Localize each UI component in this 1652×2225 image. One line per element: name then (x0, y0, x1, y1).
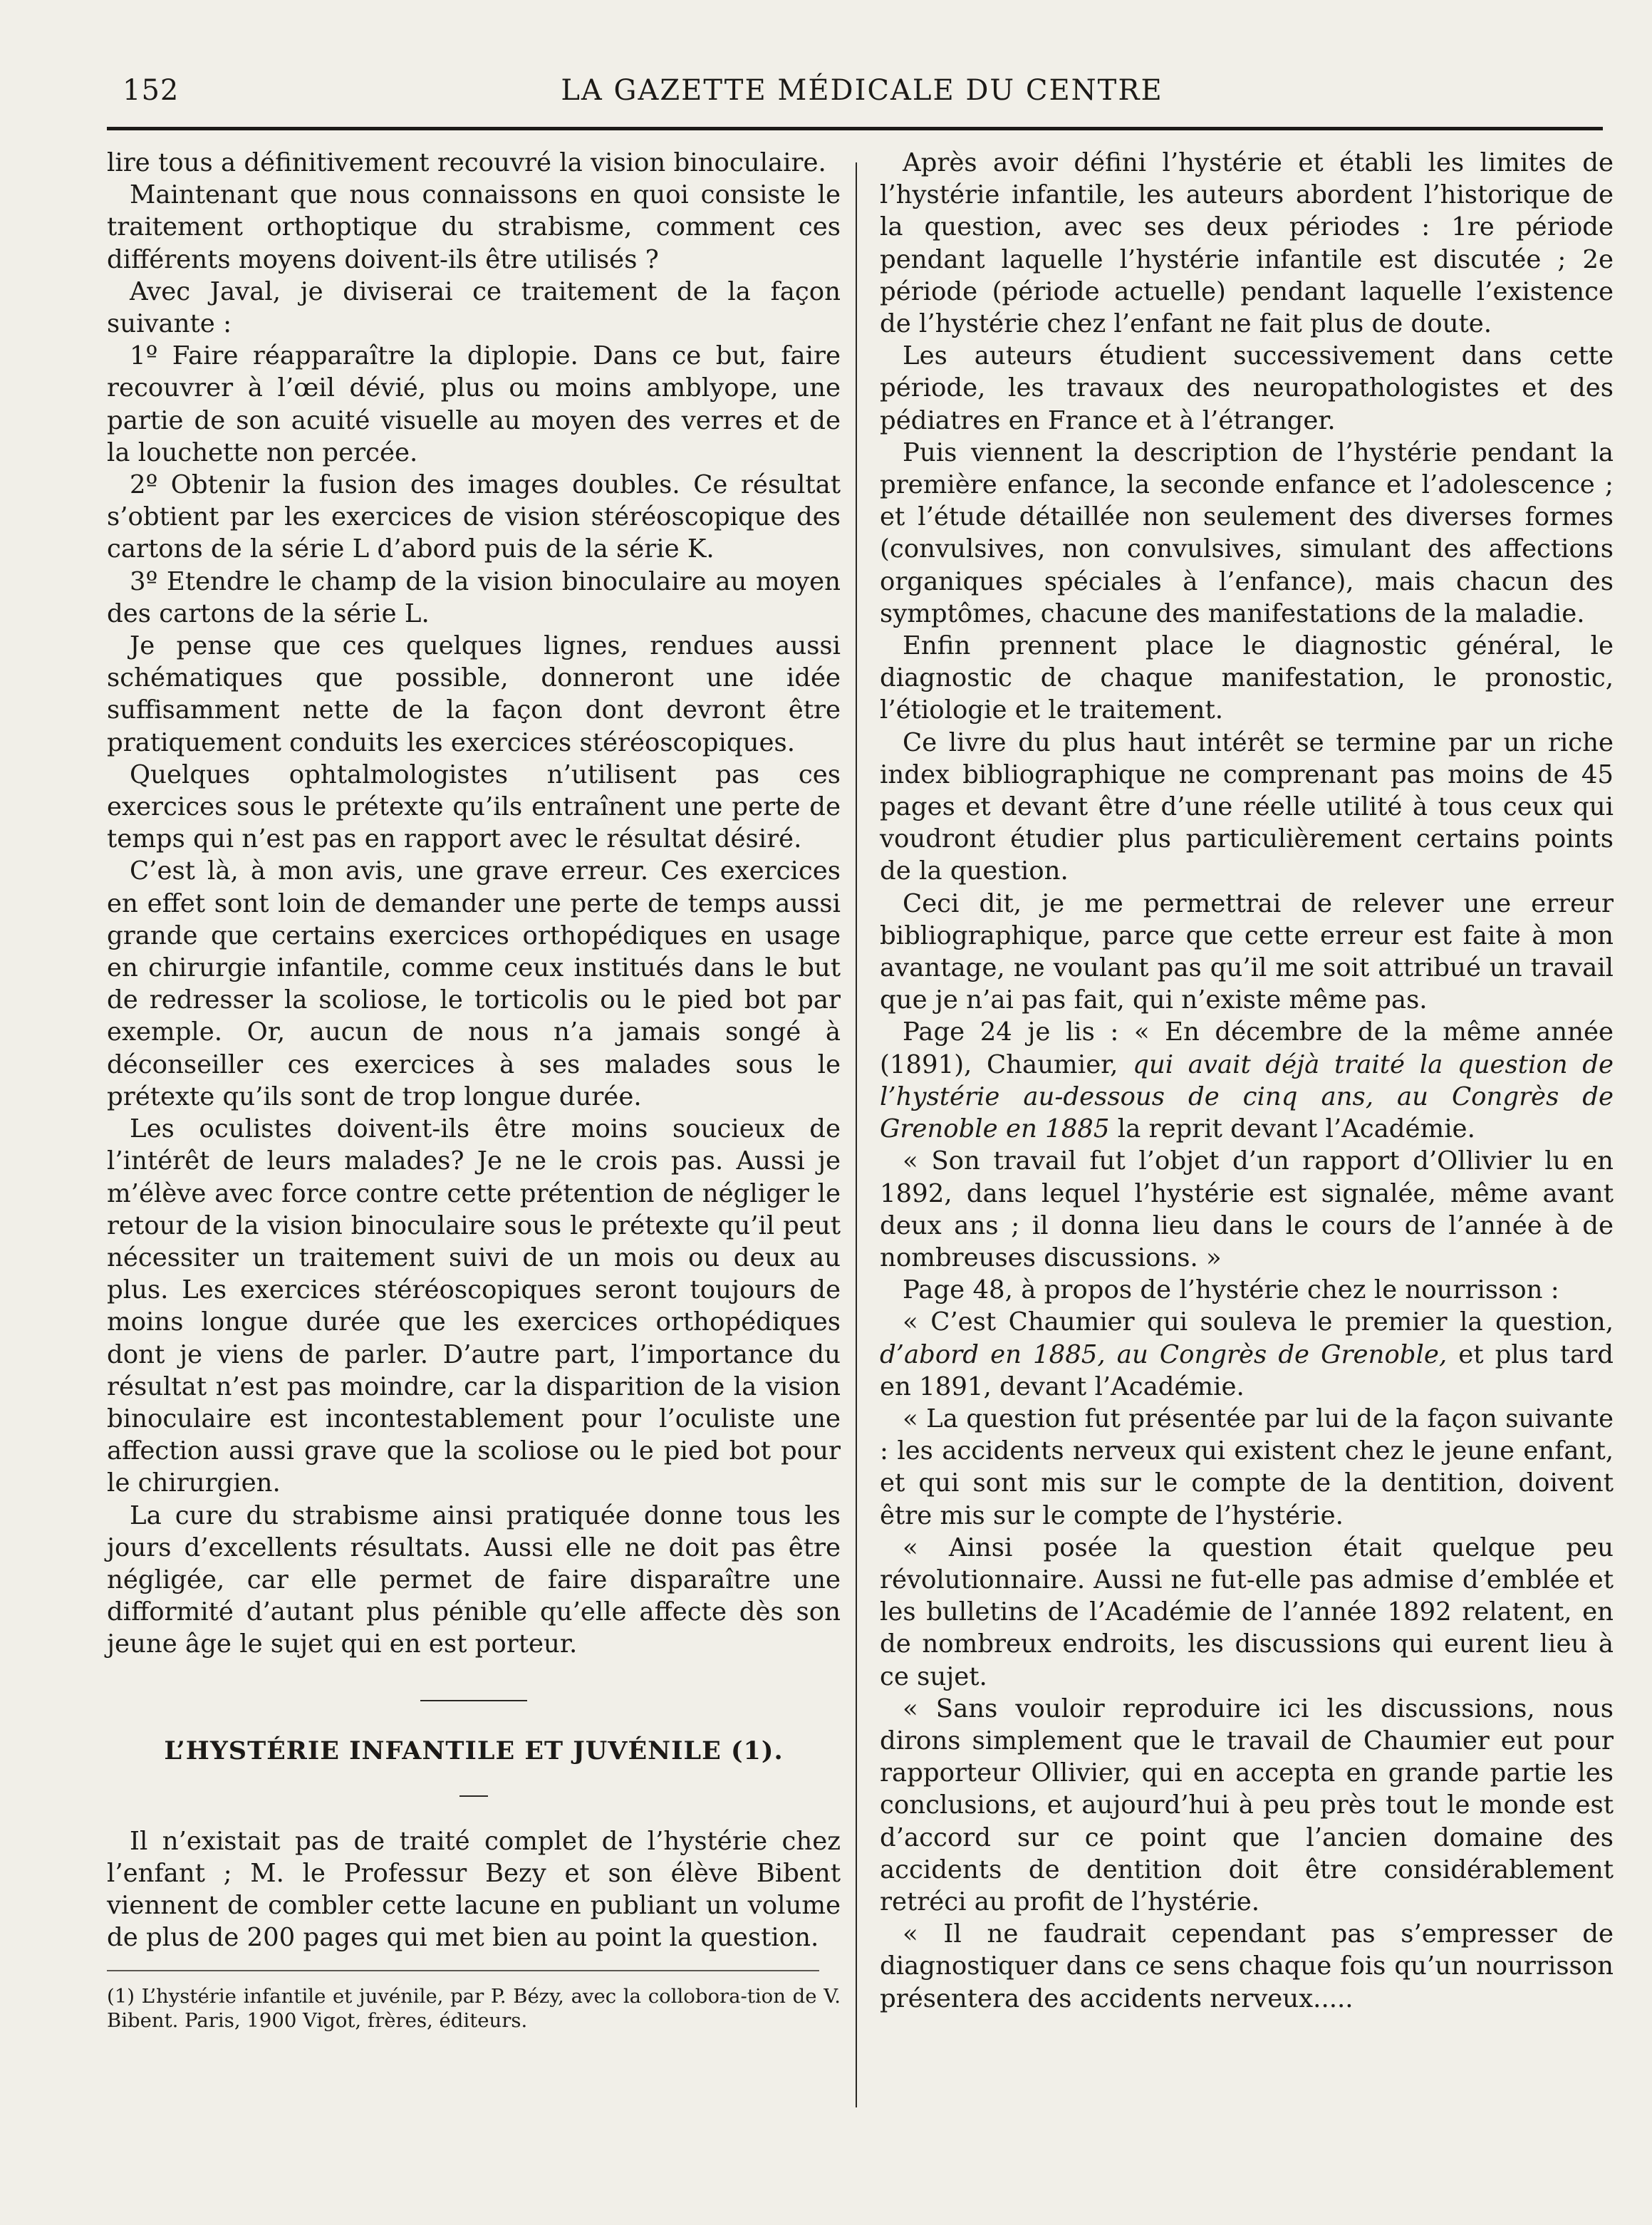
paragraph: « Sans vouloir reproduire ici les discussions, nous dirons simplement que le travail de Chaumier eut pour rapporteur Ollivier, qui en accepta en grande partie les conclusions, et aujourd’hui à peu près tout le monde est d’accord sur ce point que l’ancien domaine des accidents de dentition doit être considérablement retréci au profit de l’hystérie. (880, 1694, 1614, 1917)
paragraph: Il n’existait pas de traité complet de l’hystérie chez l’enfant ; M. le Professur Bezy et son élève Bibent viennent de combler cette lacune en publiant un volume de plus de 200 pages qui met bien au point la question. (107, 1826, 841, 1953)
paragraph: Après avoir défini l’hystérie et établi les limites de l’hystérie infantile, les auteurs abordent l’historique de la question, avec ses deux périodes : 1re période pendant laquelle l’hystérie infantile est discutée ; 2e période (période actuelle) pendant laquelle l’existence de l’hystérie chez l’enfant ne fait plus de doute. (880, 148, 1614, 339)
journal-title: LA GAZETTE MÉDICALE DU CENTRE (561, 74, 1163, 107)
paragraph: 3º Etendre le champ de la vision binoculaire au moyen des cartons de la série L. (107, 566, 841, 628)
paragraph: C’est là, à mon avis, une grave erreur. Ces exercices en effet sont loin de demander une perte de temps aussi grande que certains exercices orthopédiques en usage en chirurgie infantile, comme ceux institués dans le but de redresser la scoliose, le torticolis ou le pied bot par exemple. Or, aucun de nous n’a jamais songé à déconseiller ces exercices à ses malades sous le prétexte qu’ils sont de trop longue durée. (107, 856, 841, 1111)
quote-text: et plus tard en 1891, devant l’Académie. (880, 1339, 1614, 1401)
paragraph: Les oculistes doivent-ils être moins soucieux de l’intérêt de leurs malades? Je ne le crois pas. Aussi je m’élève avec force contre cette prétention de négliger le retour de la vision binoculaire sous le prétexte qu’il peut nécessiter un traitement suivi de un mois ou deux au plus. Les exercices stéréoscopiques seront toujours de moins longue durée que les exercices orthopédiques dont je viens de parler. D’autre part, l’importance du résultat n’est pas moindre, car la disparition de la vision binoculaire est incontestablement pour l’oculiste une affection aussi grave que la scoliose ou le pied bot pour le chirurgien. (107, 1114, 841, 1498)
page-number: 152 (123, 74, 180, 107)
paragraph: « Ainsi posée la question était quelque peu révolutionnaire. Aussi ne fut-elle pas admise d’emblée et les bulletins de l’Académie de l’année 1892 relatent, en de nombreux endroits, les discussions qui eurent lieu à ce sujet. (880, 1532, 1614, 1691)
quote-text: « C’est Chaumier qui souleva le premier la question, (903, 1307, 1614, 1337)
paragraph: Enfin prennent place le diagnostic général, le diagnostic de chaque manifestation, le pronostic, l’étiologie et le traitement. (880, 631, 1614, 725)
paragraph: « La question fut présentée par lui de la façon suivante : les accidents nerveux qui existent chez le jeune enfant, et qui sont mis sur le compte de la dentition, doivent être mis sur le compte de l’hystérie. (880, 1404, 1614, 1530)
header-rule (107, 127, 1603, 130)
quotation-paragraph (880, 1016, 1614, 1145)
paragraph: La cure du strabisme ainsi pratiquée donne tous les jours d’excellents résultats. Aussi elle ne doit pas être négligée, car elle permet de faire disparaître une difformité d’autant plus pénible qu’elle affecte dès son jeune âge le sujet qui en est porteur. (107, 1500, 841, 1659)
quote-text: la reprit devant l’Académie. (1109, 1114, 1475, 1144)
paragraph: Avec Javal, je diviserai ce traitement de la façon suivante : (107, 276, 841, 339)
paragraph: 1º Faire réapparaître la diplopie. Dans ce but, faire recouvrer à l’œil dévié, plus ou moins amblyope, une partie de son acuité visuelle au moyen des verres et de la louchette non percée. (107, 341, 841, 467)
column-rule (856, 162, 857, 2107)
quote-italic: d’abord en 1885, au Congrès de Grenoble, (880, 1339, 1448, 1369)
paragraph: Ceci dit, je me permettrai de relever une erreur bibliographique, parce que cette erreur est faite à mon avantage, ne voulant pas qu’il me soit attribué un travail que je n’ai pas fait, qui n’existe même pas. (880, 888, 1614, 1015)
paragraph: Puis viennent la description de l’hystérie pendant la première enfance, la seconde enfance et l’adolescence ; et l’étude détaillée non seulement des diverses formes (convulsives, non convulsives, simulant des affections organiques spéciales à l’enfance), mais chacun des symptômes, chacune des manifestations de la maladie. (880, 437, 1614, 628)
left-column (107, 147, 841, 2033)
title-dash (459, 1795, 488, 1797)
page-header (107, 74, 1617, 124)
paragraph: Maintenant que nous connaissons en quoi consiste le traitement orthoptique du strabisme, comment ces différents moyens doivent-ils être utilisés ? (107, 180, 841, 274)
paragraph: Page 48, à propos de l’hystérie chez le nourrisson : (903, 1275, 1559, 1305)
quotation-paragraph (880, 1306, 1614, 1403)
quote-text: Page 24 je lis : « En décembre de la même année (1891), Chaumier, (880, 1017, 1614, 1079)
quote-italic: qui avait déjà traité la question de l’hystérie au-dessous de cinq ans, au Congrès de Grenoble en 1885 (880, 1049, 1614, 1144)
paragraph: Je pense que ces quelques lignes, rendues aussi schématiques que possible, donneront une idée suffisamment nette de la façon dont devront être pratiquement conduits les exercices stéréoscopiques. (107, 631, 841, 757)
paragraph: 2º Obtenir la fusion des images doubles. Ce résultat s’obtient par les exercices de vision stéréoscopique des cartons de la série L d’abord puis de la série K. (107, 470, 841, 564)
right-column (880, 147, 1614, 2015)
paragraph: Les auteurs étudient successivement dans cette période, les travaux des neuropathologistes et des pédiatres en France et à l’étranger. (880, 341, 1614, 435)
paragraph: Ce livre du plus haut intérêt se termine par un riche index bibliographique ne comprenant pas moins de 45 pages et devant être d’une réelle utilité à tous ceux qui voudront étudier plus particulièrement certains points de la question. (880, 727, 1614, 886)
paragraph: lire tous a définitivement recouvré la vision binoculaire. (107, 148, 826, 177)
section-title: L’HYSTÉRIE INFANTILE ET JUVÉNILE (1). (164, 1736, 784, 1765)
section-separator (420, 1700, 527, 1701)
paragraph: « Son travail fut l’objet d’un rapport d’Ollivier lu en 1892, dans lequel l’hystérie est signalée, même avant deux ans ; il donna lieu dans le cours de l’année à de nombreuses discussions. » (880, 1146, 1614, 1272)
footnote: (1) L’hystérie infantile et juvénile, par P. Bézy, avec la collobora-tion de V. Bibent. Paris, 1900 Vigot, frères, éditeurs. (107, 1984, 841, 2032)
paragraph: « Il ne faudrait cependant pas s’empresser de diagnostiquer dans ce sens chaque fois qu’un nourrisson présentera des accidents nerveux..... (880, 1919, 1614, 2013)
footnote-rule (107, 1970, 819, 1971)
paragraph: Quelques ophtalmologistes n’utilisent pas ces exercices sous le prétexte qu’ils entraînent une perte de temps qui n’est pas en rapport avec le résultat désiré. (107, 759, 841, 854)
